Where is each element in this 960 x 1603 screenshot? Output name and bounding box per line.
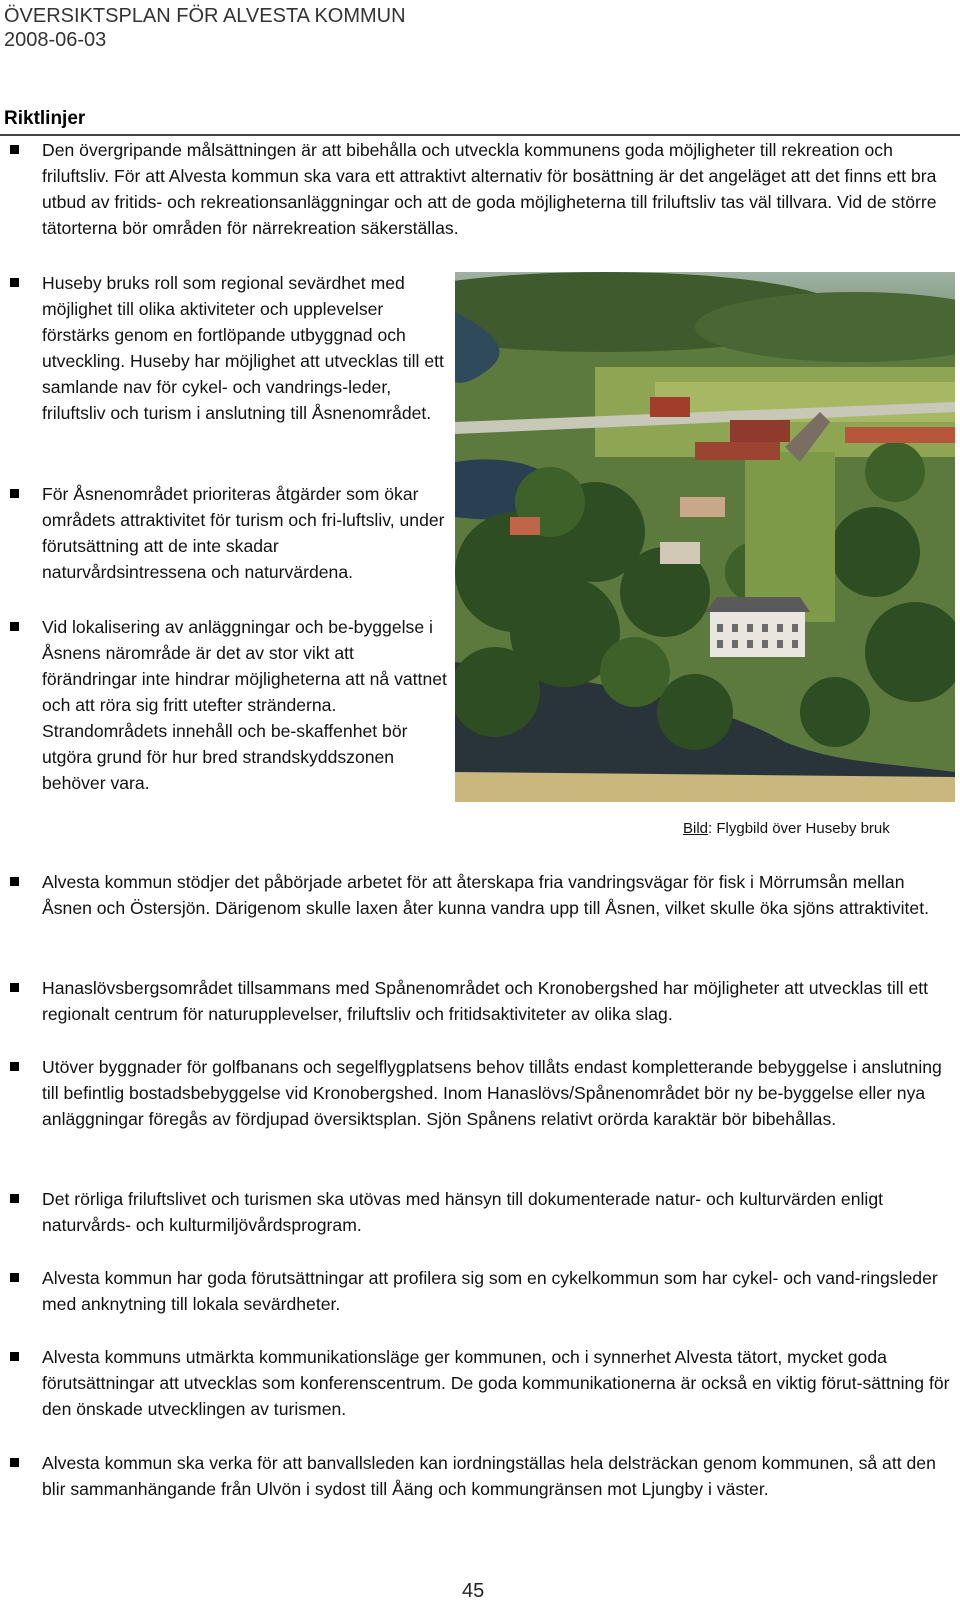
list-item-text: Det rörliga friluftslivet och turismen ska utövas med hänsyn till dokumenterade natur- och kulturvärden enligt naturvårds- och kulturmiljövårdsprogram. [42,1189,883,1235]
list-item-text: Hanaslövsbergsområdet tillsammans med Spånenområdet och Kronobergshed har möjligheter att utvecklas till ett regionalt centrum för naturupplevelser, friluftsliv och fritidsaktiviteter av olika slag. [42,978,929,1024]
list-item [42,614,447,796]
list-item-text: Alvesta kommun stödjer det påbörjade arbetet för att återskapa fria vandringsvägar för fisk i Mörrumsån mellan Åsnen och Östersjön. Därigenom skulle laxen åter kunna vandra upp till Åsnen, vilket skulle öka sjöns attraktivitet. [42,872,929,918]
bullet-marker [10,877,19,886]
bullet-marker [10,622,19,631]
list-item-text: Alvesta kommuns utmärkta kommunikationsläge ger kommunen, och i synnerhet Alvesta tätort, mycket goda förutsättningar att utvecklas som konferenscentrum. De goda kommunikationerna är också en viktig förut-sättning för den önskade utvecklingen av turismen. [42,1347,950,1419]
list-item-text: Alvesta kommun har goda förutsättningar att profilera sig som en cykelkommun som har cykel- och vand-ringsleder med anknytning till lokala sevärdheter. [42,1268,938,1314]
list-item [42,1054,952,1132]
list-item [42,481,447,585]
list-item-text: Alvesta kommun ska verka för att banvallsleden kan iordningställas hela delsträckan genom kommunen, så att den blir sammanhängande från Ulvön i sydost till Åäng och kommungränsen mot Ljungby i väster. [42,1453,936,1499]
list-item [42,975,952,1027]
list-item [42,137,947,241]
document-date: 2008-06-03 [4,29,107,51]
bullet-marker [10,145,19,154]
list-item [42,1450,952,1502]
list-item [42,869,952,921]
list-item [42,1265,952,1317]
caption-text: : Flygbild över Huseby bruk [708,820,890,837]
aerial-photo [455,272,955,802]
document-header [4,4,406,52]
photo-caption [683,820,890,837]
list-item [42,1186,952,1238]
list-item-text: Den övergripande målsättningen är att bibehålla och utveckla kommunens goda möjligheter till rekreation och friluftsliv. För att Alvesta kommun ska vara ett attraktivt alternativ för bosättning är det angeläget att det finns ett bra utbud av fritids- och rekreationsanläggningar och att de goda möjligheterna till friluftsliv tas väl tillvara. Vid de större tätorterna bör områden för närrekreation säkerställas. [42,140,937,238]
bullet-marker [10,1062,19,1071]
aerial-photo-graphic [455,272,955,802]
list-item-text: Utöver byggnader för golfbanans och segelflygplatsens behov tillåts endast kompletterande bebyggelse i anslutning till befintlig bostadsbebyggelse vid Kronobergshed. Inom Hanaslövs/Spånenområdet bör ny be-byggelse eller nya anläggningar föregås av fördjupad översiktsplan. Sjön Spånens relativt orörda karaktär bör bibehållas. [42,1057,942,1129]
list-item-text: Vid lokalisering av anläggningar och be-byggelse i Åsnens närområde är det av stor vikt att förändringar inte hindrar möjligheterna att nå vattnet och att röra sig fritt utefter stränderna. Strandområdets innehåll och be-skaffenhet bör utgöra grund för hur bred strandskyddszonen behöver vara. [42,617,447,793]
bullet-marker [10,983,19,992]
section-divider [0,134,960,136]
caption-label: Bild [683,820,709,837]
bullet-marker [10,278,19,287]
list-item [42,270,447,426]
bullet-marker [10,489,19,498]
page-number: 45 [462,1580,485,1602]
document-title: ÖVERSIKTSPLAN FÖR ALVESTA KOMMUN [4,5,406,27]
list-item-text: Huseby bruks roll som regional sevärdhet med möjlighet till olika aktiviteter och upplevelser förstärks genom en fortlöpande utbyggnad och utveckling. Huseby har möjlighet att utvecklas till ett samlande nav för cykel- och vandrings-leder, friluftsliv och turism i anslutning till Åsnenområdet. [42,273,444,423]
section-title: Riktlinjer [4,108,86,129]
bullet-marker [10,1194,19,1203]
list-item-text: För Åsnenområdet prioriteras åtgärder som ökar områdets attraktivitet för turism och fri-luftsliv, under förutsättning att de inte skadar naturvårdsintressena och naturvärdena. [42,484,445,582]
bullet-marker [10,1273,19,1282]
list-item [42,1344,952,1422]
bullet-marker [10,1352,19,1361]
bullet-marker [10,1458,19,1467]
